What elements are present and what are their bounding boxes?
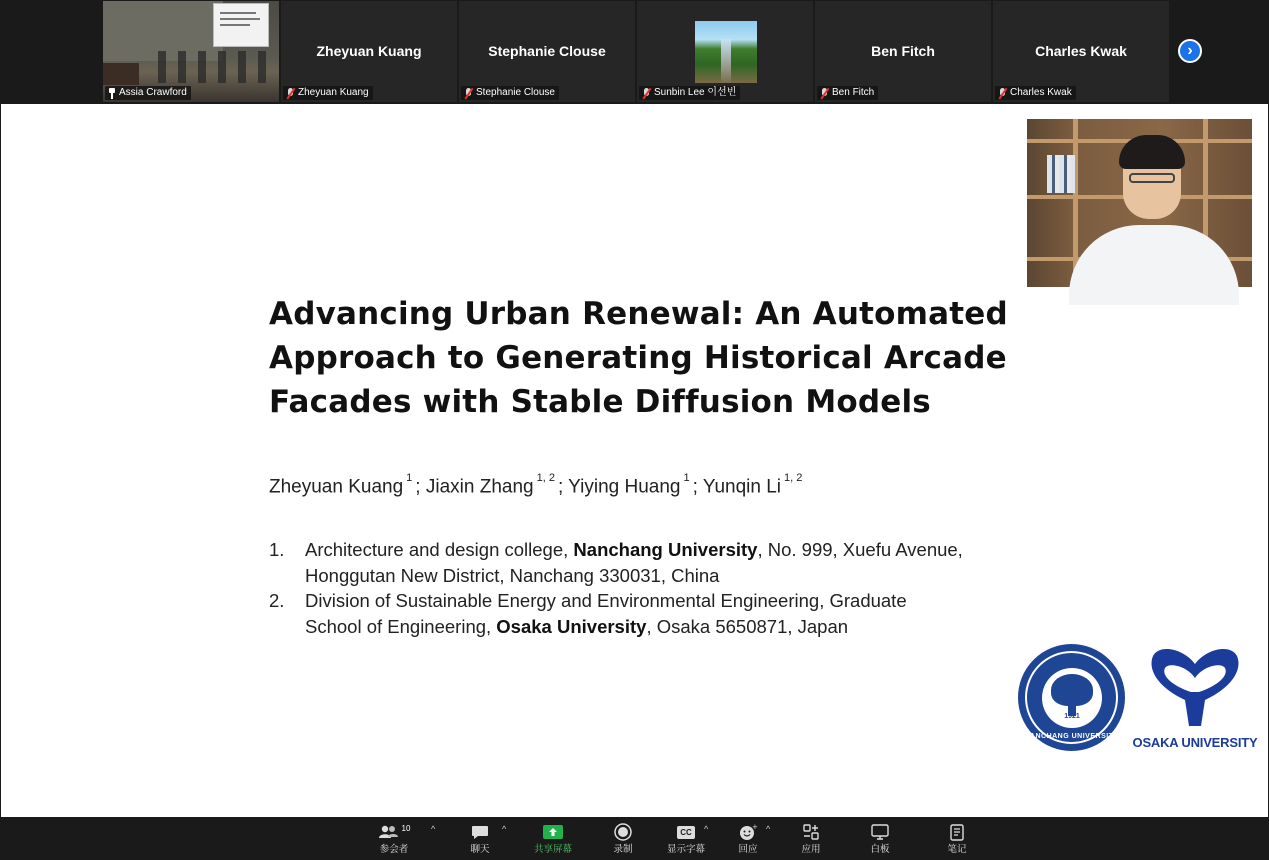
participant-name: Ben Fitch [832, 87, 875, 98]
logo-lettering: NANCHANG UNIVERSITY [1024, 733, 1119, 740]
osaka-emblem-icon [1129, 642, 1261, 734]
participant-tile-charles-kwak[interactable] [993, 1, 1169, 102]
author-name: Zheyuan Kuang [269, 476, 404, 498]
reactions-caret-icon[interactable]: ^ [766, 824, 771, 834]
slide-title-line: Approach to Generating Historical Arcade [269, 340, 1007, 376]
participant-name: Stephanie Clouse [476, 87, 555, 98]
author-separator: ; [692, 476, 698, 498]
participant-name: Charles Kwak [1010, 87, 1072, 98]
osaka-university-logo [1129, 642, 1261, 754]
chat-label: 聊天 [470, 844, 490, 855]
notes-label: 笔记 [947, 844, 967, 855]
affiliation-text: , Osaka 5650871, Japan [646, 615, 849, 637]
apps-icon [803, 824, 819, 840]
apps-button[interactable] [781, 822, 841, 858]
nanchang-university-logo [1018, 644, 1125, 751]
participants-caret-icon[interactable]: ^ [431, 824, 436, 834]
affiliation-number: 2. [269, 590, 285, 611]
captions-icon: CC [677, 826, 695, 839]
chat-icon [471, 825, 489, 840]
record-button[interactable] [593, 822, 653, 858]
author-list [269, 472, 805, 498]
participant-tile-ben-fitch[interactable] [815, 1, 991, 102]
record-label: 录制 [613, 844, 633, 855]
chat-caret-icon[interactable]: ^ [502, 824, 507, 834]
mic-muted-icon [286, 88, 295, 99]
author-affiliation-mark: 1, 2 [536, 472, 555, 484]
affiliation-text: School of Engineering, [305, 615, 497, 637]
participant-display-name: Zheyuan Kuang [316, 43, 422, 59]
captions-caret-icon[interactable]: ^ [704, 824, 709, 834]
slide-title [269, 292, 1029, 424]
slide-title-line: Facades with Stable Diffusion Models [269, 384, 931, 420]
affiliation-text: Honggutan New District, Nanchang 330031, China [305, 564, 720, 586]
participant-tile-sunbin-lee[interactable] [637, 1, 813, 102]
participant-tile-stephanie-clouse[interactable] [459, 1, 635, 102]
affiliation-item [269, 588, 1029, 639]
participant-tile-zheyuan-kuang[interactable] [281, 1, 457, 102]
affiliation-university: Osaka University [496, 615, 647, 637]
author-separator: ; [415, 476, 421, 498]
affiliation-item [269, 537, 1029, 588]
svg-text:+: + [752, 823, 758, 831]
participant-name-plate [995, 86, 1076, 100]
participant-strip [0, 0, 1269, 103]
participants-icon [378, 825, 400, 839]
participant-name: Sunbin Lee 이선빈 [654, 87, 737, 98]
meeting-toolbar [0, 818, 1269, 860]
mic-muted-icon [642, 88, 651, 99]
author-affiliation-mark: 1 [683, 472, 690, 484]
author-name: Yunqin Li [702, 476, 782, 498]
pin-icon [108, 88, 116, 99]
participant-name-plate [283, 86, 373, 100]
captions-label: 显示字幕 [666, 844, 705, 855]
whiteboard-button[interactable] [850, 822, 910, 858]
affiliation-text: Division of Sustainable Energy and Environmental Engineering, Graduate [305, 590, 907, 611]
participant-name-plate [639, 86, 740, 100]
logo-wordmark: OSAKA UNIVERSITY [1132, 735, 1258, 750]
chat-button[interactable] [450, 822, 510, 858]
share-screen-button[interactable] [523, 822, 583, 858]
participant-name: Zheyuan Kuang [298, 87, 369, 98]
apps-label: 应用 [801, 844, 821, 855]
author-affiliation-mark: 1, 2 [784, 472, 803, 484]
affiliation-text: Architecture and design college, [305, 539, 574, 560]
reactions-label: 回应 [738, 844, 758, 855]
reactions-icon [739, 823, 757, 841]
speaker-video[interactable] [1027, 119, 1252, 287]
participant-avatar-image [695, 21, 757, 83]
participant-name-plate [105, 86, 191, 100]
participant-name: Assia Crawford [119, 87, 187, 98]
affiliation-number: 1. [269, 539, 285, 560]
author-separator: ; [557, 476, 564, 498]
author-name: Jiaxin Zhang [425, 476, 534, 498]
shared-slide [1, 104, 1268, 817]
participants-count: 10 [401, 823, 411, 833]
participants-label: 参会者 [379, 844, 409, 855]
participant-display-name: Stephanie Clouse [488, 43, 606, 59]
next-page-icon[interactable]: › [1178, 39, 1202, 63]
share-screen-label: 共享屏幕 [533, 844, 572, 855]
affiliation-list [269, 537, 1029, 639]
participants-button[interactable] [364, 822, 424, 858]
author-affiliation-mark: 1 [406, 472, 413, 484]
affiliation-text: , No. 999, Xuefu Avenue, [757, 539, 963, 560]
mic-muted-icon [998, 88, 1007, 99]
record-icon [614, 823, 632, 841]
author-name: Yiying Huang [568, 476, 681, 498]
participant-name-plate [461, 86, 559, 100]
participant-display-name: Ben Fitch [871, 43, 935, 59]
notes-icon [950, 824, 964, 841]
share-screen-icon [543, 825, 563, 839]
affiliation-university: Nanchang University [573, 539, 758, 560]
mic-muted-icon [820, 88, 829, 99]
slide-title-line: Advancing Urban Renewal: An Automated [269, 296, 1008, 332]
participant-tile-assia-crawford[interactable] [103, 1, 279, 102]
whiteboard-icon [871, 824, 889, 840]
logo-year: 1921 [1064, 713, 1080, 720]
participant-name-plate [817, 86, 878, 100]
participant-display-name: Charles Kwak [1035, 43, 1127, 59]
mic-muted-icon [464, 88, 473, 99]
notes-button[interactable] [927, 822, 987, 858]
whiteboard-label: 白板 [870, 844, 890, 855]
